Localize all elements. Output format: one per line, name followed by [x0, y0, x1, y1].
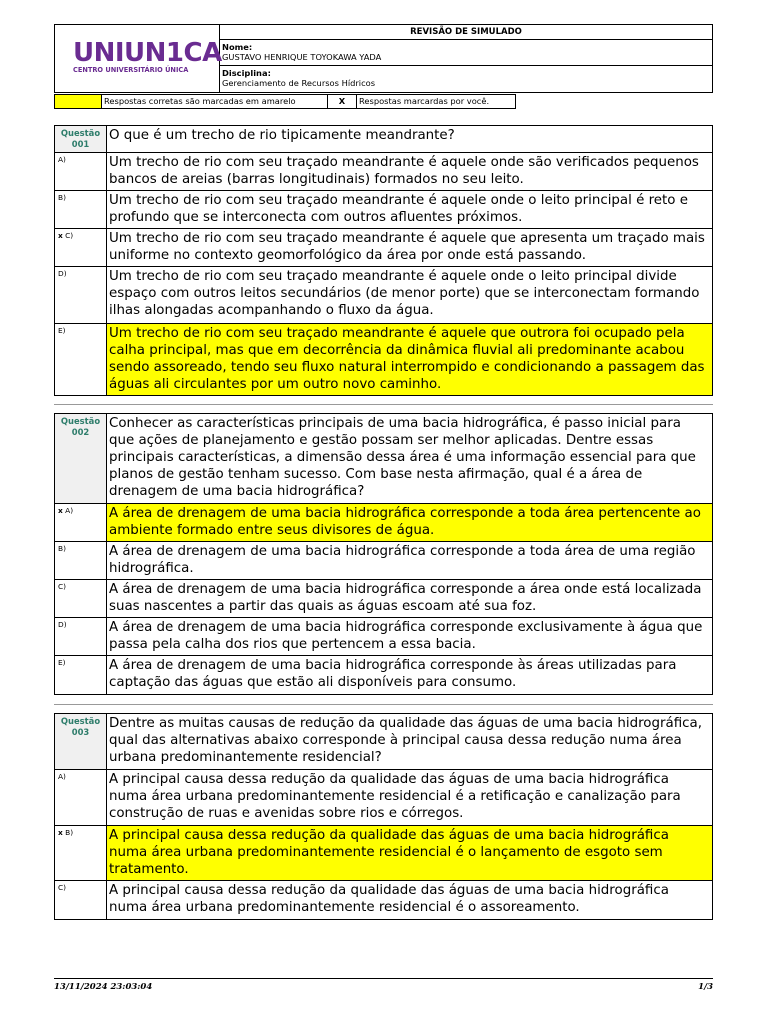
- option-row[interactable]: [55, 618, 712, 656]
- option-text: A área de drenagem de uma bacia hidrográfica corresponde a toda área de uma região hidrográfica.: [109, 544, 696, 576]
- option-letter: D): [58, 269, 67, 278]
- option-text: Um trecho de rio com seu traçado meandrante é aquele onde o leito principal é reto e profundo que se interconecta com outros afluentes próximos.: [109, 193, 688, 225]
- option-text: A principal causa dessa redução da qualidade das águas de uma bacia hidrográfica numa área urbana predominantemente residencial é a retificação e canalização para construção de ruas e avenidas sobre rios e córregos.: [109, 772, 681, 821]
- question-header: [55, 714, 712, 770]
- legend-correct-swatch: [54, 94, 102, 109]
- option-row-correct[interactable]: [55, 826, 712, 881]
- discipline-row: [220, 66, 712, 92]
- question-number: 003: [71, 727, 90, 737]
- legend-correct-text: Respostas corretas são marcadas em amarelo: [101, 94, 328, 109]
- option-row[interactable]: [55, 881, 712, 920]
- option-letter: E): [58, 326, 66, 335]
- discipline-value: Gerenciamento de Recursos Hídricos: [222, 78, 376, 88]
- marked-indicator: x: [58, 231, 63, 240]
- option-text: Um trecho de rio com seu traçado meandrante é aquele que apresenta um traçado mais uniforme no contexto geomorfológico da área por onde está passando.: [109, 231, 705, 263]
- question-002: [54, 413, 713, 695]
- option-letter: A): [58, 155, 66, 164]
- option-letter: A): [58, 772, 66, 781]
- option-letter: B): [65, 828, 74, 837]
- question-text: Conhecer as características principais de uma bacia hidrográfica, é passo inicial para que ações de planejamento e gestão possam ser melhor aplicadas. Dentre essas principais características, a dimensão dessa área é uma informação essencial para que planos de gestão tenham sucesso. Com base nesta afirmação, qual é a área de drenagem de uma bacia hidrográfica?: [107, 414, 712, 503]
- option-letter: D): [58, 620, 67, 629]
- option-row[interactable]: [55, 580, 712, 618]
- question-text: Dentre as muitas causas de redução da qualidade das águas de uma bacia hidrográfica, qual das alternativas abaixo corresponde à principal causa dessa redução numa área urbana predominantemente residencial?: [107, 714, 712, 769]
- option-text: A área de drenagem de uma bacia hidrográfica corresponde a toda área pertencente ao ambiente formado entre seus divisores de água.: [107, 504, 712, 541]
- option-text: A principal causa dessa redução da qualidade das águas de uma bacia hidrográfica numa área urbana predominantemente residencial é o assoreamento.: [109, 883, 669, 915]
- option-letter: B): [58, 193, 66, 202]
- question-label: Questão: [60, 416, 101, 426]
- question-header: [55, 414, 712, 504]
- option-row-correct[interactable]: [55, 504, 712, 542]
- page-title: REVISÃO DE SIMULADO: [220, 25, 712, 40]
- option-text: A principal causa dessa redução da qualidade das águas de uma bacia hidrográfica numa área urbana predominantemente residencial é o lançamento de esgoto sem tratamento.: [107, 826, 712, 880]
- marked-indicator: x: [58, 828, 63, 837]
- option-row[interactable]: [55, 191, 712, 229]
- option-text: Um trecho de rio com seu traçado meandrante é aquele que outrora foi ocupado pela calha principal, mas que em decorrência da dinâmica fluvial ali predominante acabou sendo assoreado, tendo seu fluxo natural interrompido e condicionando a passagem das águas ali circulantes por um outro novo caminho.: [107, 324, 712, 395]
- option-text: A área de drenagem de uma bacia hidrográfica corresponde a área onde está localizada suas nascentes a partir das quais as águas escoam até sua foz.: [109, 582, 702, 614]
- legend-marked-text: Respostas marcardas por você.: [356, 94, 516, 109]
- option-row[interactable]: [55, 542, 712, 580]
- header-info: [220, 25, 712, 92]
- footer-datetime: 13/11/2024 23:03:04: [54, 982, 153, 992]
- option-row-correct[interactable]: [55, 324, 712, 396]
- legend-marked-symbol: X: [327, 94, 357, 109]
- option-letter: B): [58, 544, 66, 553]
- question-header: [55, 126, 712, 153]
- footer-divider: [54, 978, 713, 979]
- unica-logo: UNIUN1CA: [73, 38, 222, 68]
- question-label: Questão: [60, 128, 101, 138]
- name-row: [220, 40, 712, 66]
- option-text: Um trecho de rio com seu traçado meandrante é aquele onde são verificados pequenos bancos de areias (barras longitudinais) formados no seu leito.: [109, 155, 699, 187]
- option-row[interactable]: [55, 153, 712, 191]
- option-row[interactable]: [55, 770, 712, 826]
- option-letter: C): [58, 883, 67, 892]
- question-number: 001: [71, 139, 90, 149]
- option-row[interactable]: [55, 229, 712, 267]
- option-letter: A): [65, 506, 74, 515]
- logo-subtitle: CENTRO UNIVERSITÁRIO ÚNICA: [73, 66, 189, 74]
- question-003: [54, 713, 713, 920]
- option-letter: C): [65, 231, 74, 240]
- question-001: [54, 125, 713, 396]
- option-text: A área de drenagem de uma bacia hidrográfica corresponde às áreas utilizadas para captação das águas que estão ali disponíveis para consumo.: [109, 658, 677, 690]
- name-value: GUSTAVO HENRIQUE TOYOKAWA YADA: [222, 52, 382, 62]
- option-text: A área de drenagem de uma bacia hidrográfica corresponde exclusivamente à água que passa pela calha dos rios que pertencem a essa bacia.: [109, 620, 703, 652]
- question-number: 002: [71, 427, 90, 437]
- question-text: O que é um trecho de rio tipicamente meandrante?: [107, 126, 712, 152]
- logo-box: [55, 25, 220, 92]
- option-row[interactable]: [55, 267, 712, 324]
- footer-page-number: 1/3: [698, 982, 713, 992]
- discipline-label: Disciplina:: [222, 68, 271, 78]
- option-text: Um trecho de rio com seu traçado meandrante é aquele onde o leito principal divide espaço com outros leitos secundários (de menor porte) que se interconectam formando ilhas alongadas acompanhando o fluxo da água.: [109, 269, 700, 318]
- option-letter: C): [58, 582, 67, 591]
- question-label: Questão: [60, 716, 101, 726]
- option-letter: E): [58, 658, 66, 667]
- marked-indicator: x: [58, 506, 63, 515]
- option-row[interactable]: [55, 656, 712, 695]
- document-header: [54, 24, 713, 93]
- question-separator: [54, 704, 713, 705]
- name-label: Nome:: [222, 42, 253, 52]
- question-separator: [54, 404, 713, 405]
